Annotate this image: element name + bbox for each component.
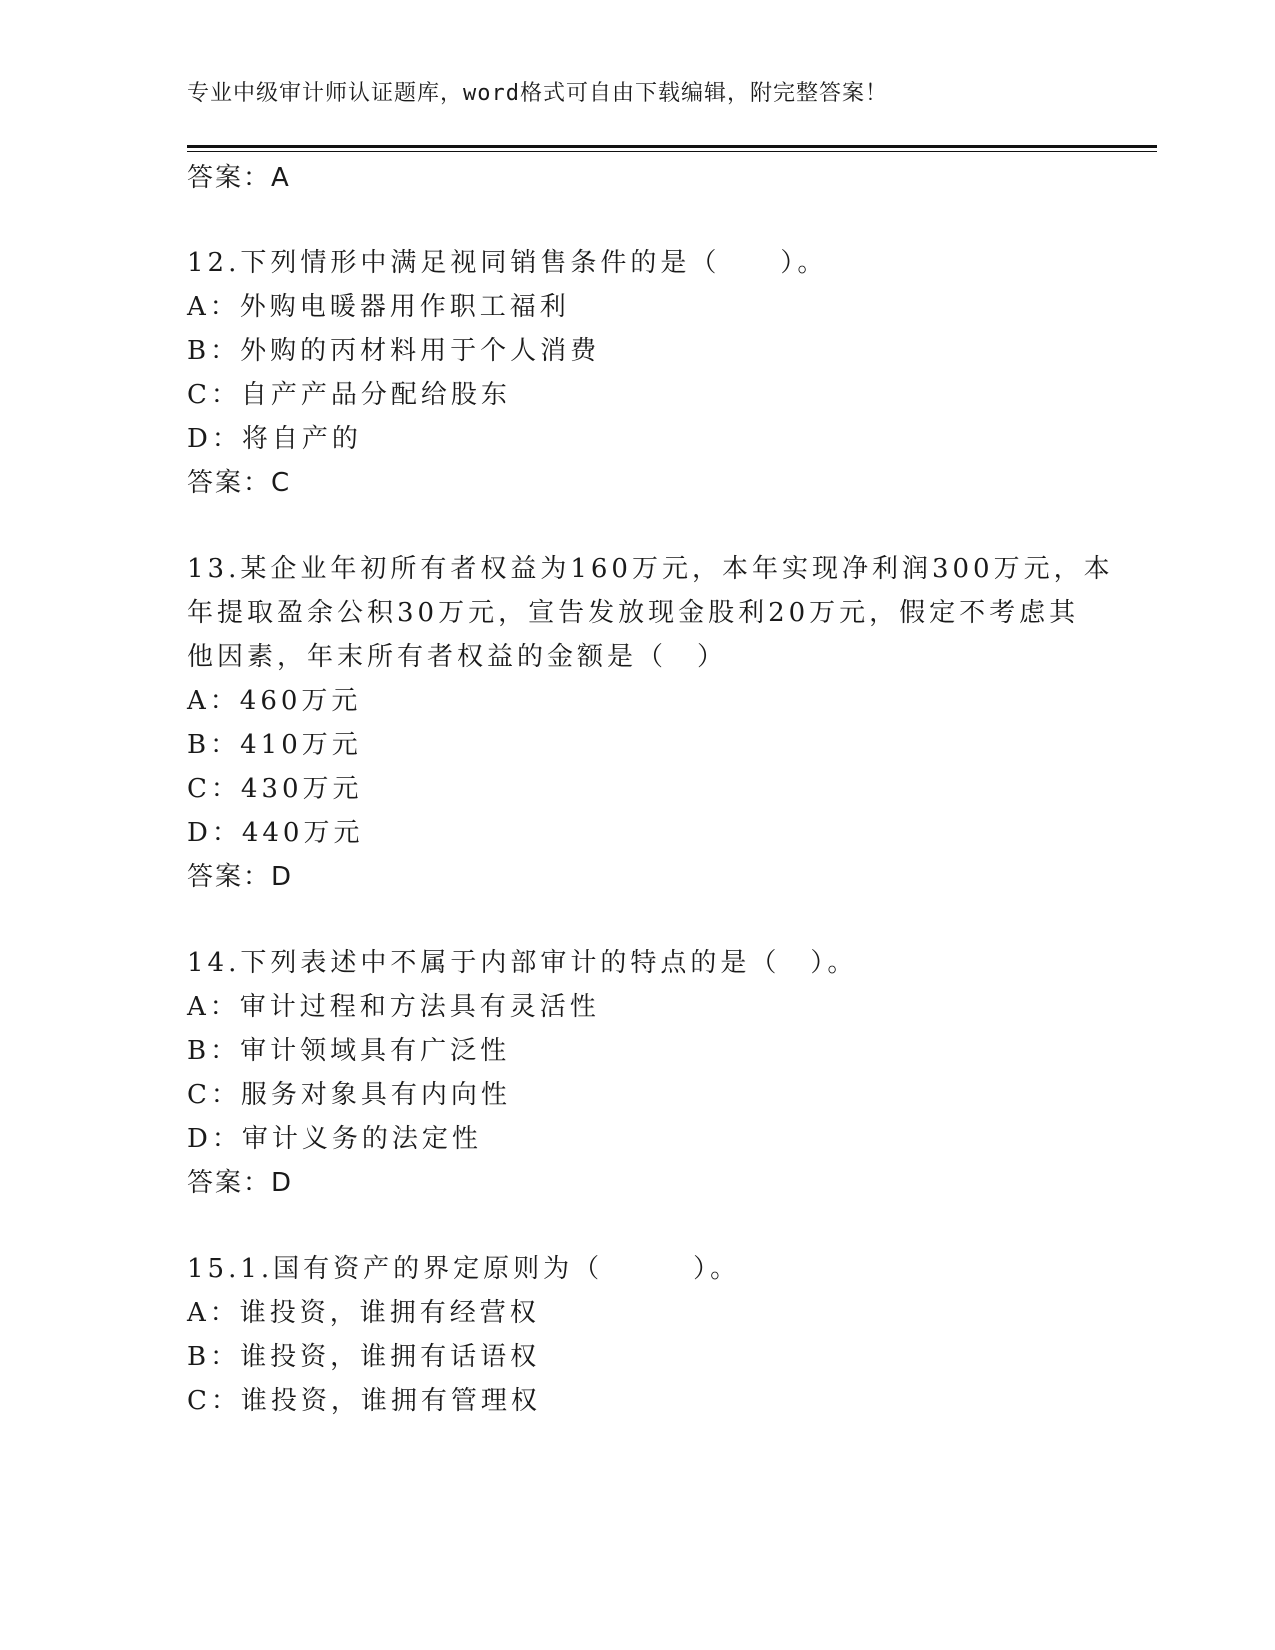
option-d: D：审计义务的法定性 [187,1124,482,1154]
answer: 答案：D [187,862,294,892]
option-c: C：谁投资，谁拥有管理权 [187,1386,541,1416]
question-stem-line-3: 他因素，年末所有者权益的金额是（ ） [187,642,728,672]
option-a: A：谁投资，谁拥有经营权 [187,1298,540,1328]
answer: 答案：C [187,468,292,498]
option-d: D：440万元 [187,818,364,848]
option-c: C：服务对象具有内向性 [187,1080,511,1110]
question-stem: 15.1.国有资产的界定原则为（ ）。 [187,1254,741,1284]
header-rule-thick [187,145,1157,148]
option-a: A：460万元 [187,686,362,716]
option-b: B：审计领域具有广泛性 [187,1036,511,1066]
question-stem-line-2: 年提取盈余公积30万元，宣告发放现金股利20万元，假定不考虑其 [187,598,1080,628]
option-b: B：谁投资，谁拥有话语权 [187,1342,541,1372]
option-c: C：自产产品分配给股东 [187,380,511,410]
question-stem: 14.下列表述中不属于内部审计的特点的是（ ）。 [187,948,858,978]
option-a: A：审计过程和方法具有灵活性 [187,992,600,1022]
option-d: D：将自产的 [187,424,362,454]
answer: 答案：D [187,1168,294,1198]
answer-prev: 答案：A [187,163,291,193]
question-stem-line-1: 13.某企业年初所有者权益为160万元，本年实现净利润300万元，本 [187,554,1114,584]
option-b: B：外购的丙材料用于个人消费 [187,336,601,366]
header-text: 专业中级审计师认证题库，word格式可自由下载编辑，附完整答案！ [187,81,888,106]
option-b: B：410万元 [187,730,362,760]
option-a: A：外购电暖器用作职工福利 [187,292,570,322]
question-stem: 12.下列情形中满足视同销售条件的是（ ）。 [187,248,828,278]
header-rule-thin [187,151,1157,152]
option-c: C：430万元 [187,774,363,804]
